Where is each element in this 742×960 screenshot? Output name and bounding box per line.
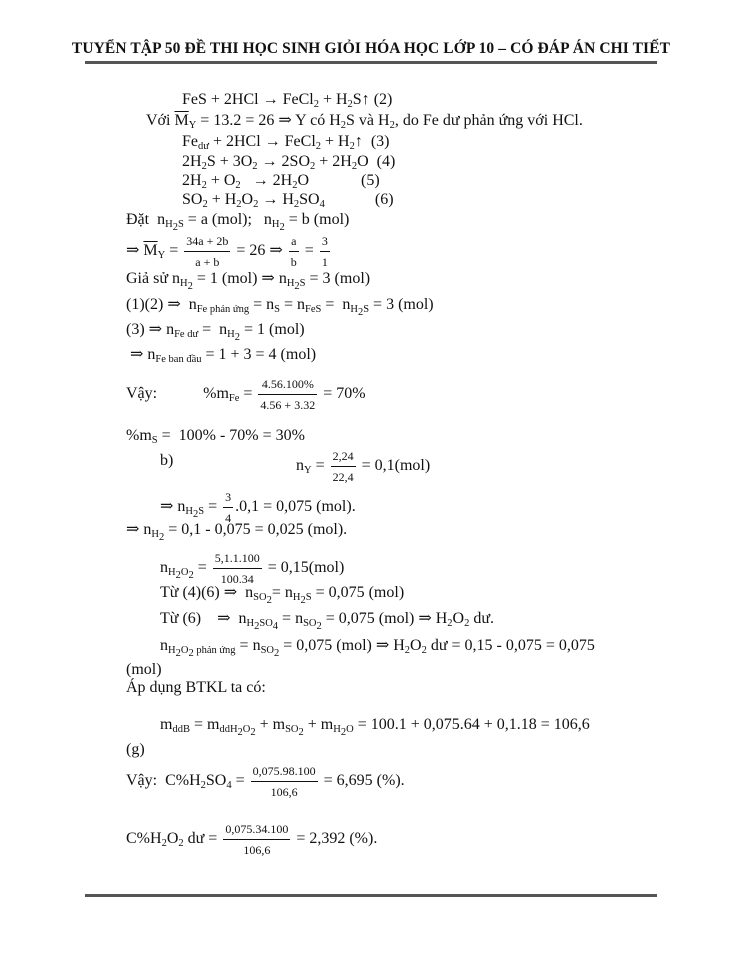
- fe-percent-line: Vậy: $\%m_{Fe}$ = $\frac{4.56.100\%}{4.56 + 3.32}$ = 70%: [126, 377, 366, 412]
- h2o2-react-unit: (mol): [126, 661, 162, 678]
- equation-2: FeS + 2HCl → FeCl$_2$ + $H_2S↑$ (2): [182, 91, 393, 110]
- fe-initial-line: ⇒ $n_{Fe ban đầu} = 1 + 3 = 4$ (mol): [126, 346, 317, 365]
- btkl-line: Áp dụng BTKL ta có:: [126, 679, 266, 696]
- c-h2so4-line: Vậy: $C\%H_2SO_4$ = $\frac{0,075.98.100}{106,6}$ = 6,695 (%).: [126, 764, 405, 799]
- step-12-line: (1)(2) ⇒ $n_{Fe phản ứng} = n_S = n_{FeS} = n_{H_2S} = 3$ (mol): [126, 296, 434, 318]
- mass-line: $m_{ddB} = m_{ddH_2O_2} + m_{SO_2} + m_{H_2O} = 100.1 + 0,075.64 + 0,1.18 = 106,6$: [160, 716, 590, 738]
- ratio-line: ⇒ $\overline{M}_Y$ = $\frac{34a + 2b}{a + b}$ = 26 ⇒ $\frac{a}{b}$ = $\frac{3}{1}$: [126, 234, 328, 269]
- equation-4: $2H_2S + 3O_2 \to 2SO_2 + 2H_2O$ (4): [182, 153, 396, 172]
- variables-line: Đặt $n_{H_2S} = a$ (mol); $n_{H_2} = b$ (mol): [126, 211, 350, 233]
- n-h2s-line: ⇒ $n_{H_2S}$ = $\frac{3}{4}$ .0,1 = 0,075 (mol).: [160, 490, 356, 525]
- header-rule: [85, 61, 657, 64]
- equation-6: $SO_2 + H_2O_2 \to H_2SO_4$ (6): [182, 191, 394, 210]
- molar-mass-line: Với $\overline{M}_Y = 13.2 = 26$ ⇒ Y có $H_2S$ và $H_2$, do Fe dư phản ứng với HCl.: [146, 112, 583, 131]
- from-6-line: Từ (6) ⇒ $n_{H_2SO_4} = n_{SO_2} = 0,075$ (mol) ⇒ $H_2O_2$ dư.: [160, 610, 495, 632]
- equation-3: $Fe_{dư} + 2HCl$ → FeCl$_2$ + $H_2↑$ (3): [182, 133, 390, 152]
- h2o2-react-line: $n_{H_2O_2 phản ứng} = n_{SO_2} = 0,075$ (mol) ⇒ $H_2O_2$ dư = 0,15 - 0,075 = 0,075: [160, 637, 595, 659]
- suppose-line: Giả sử $n_{H_2} = 1$ (mol) ⇒ $n_{H_2S} = 3$ (mol): [126, 270, 371, 292]
- mass-unit: (g): [126, 741, 145, 758]
- page-header-title: TUYỂN TẬP 50 ĐỀ THI HỌC SINH GIỎI HÓA HỌC LỚP 10 – CÓ ĐÁP ÁN CHI TIẾT: [71, 40, 671, 57]
- step-3-line: (3) ⇒ $n_{Fe dư} = n_{H_2} = 1$ (mol): [126, 321, 305, 343]
- part-b-label: b): [160, 452, 174, 469]
- equation-5: $2H_2 + O_2 \to 2H_2O$ (5): [182, 172, 380, 191]
- n-h2-line: ⇒ $n_{H_2} = 0,1 - 0,075 = 0,025$ (mol).: [126, 521, 348, 543]
- c-h2o2-line: $C\%H_2O_2$ dư = $\frac{0,075.34.100}{106,6}$ = 2,392 (%).: [126, 822, 378, 857]
- ratio-fraction: $\frac{34a + 2b}{a + b}$: [186, 234, 229, 269]
- n-h2o2-line: $n_{H_2O_2}$ = $\frac{5,1.1.100}{100.34}$ = 0,15(mol): [160, 551, 345, 586]
- from-4-6-line: Từ (4)(6) ⇒ $n_{SO_2}= n_{H_2S} = 0,075$ (mol): [160, 584, 405, 606]
- footer-rule: [85, 894, 657, 897]
- n-y-line: $n_Y$ = $\frac{2,24}{22,4}$ = 0,1(mol): [296, 449, 431, 484]
- s-percent-line: $\%m_S = 100\% - 70\% = 30\%$: [126, 427, 305, 446]
